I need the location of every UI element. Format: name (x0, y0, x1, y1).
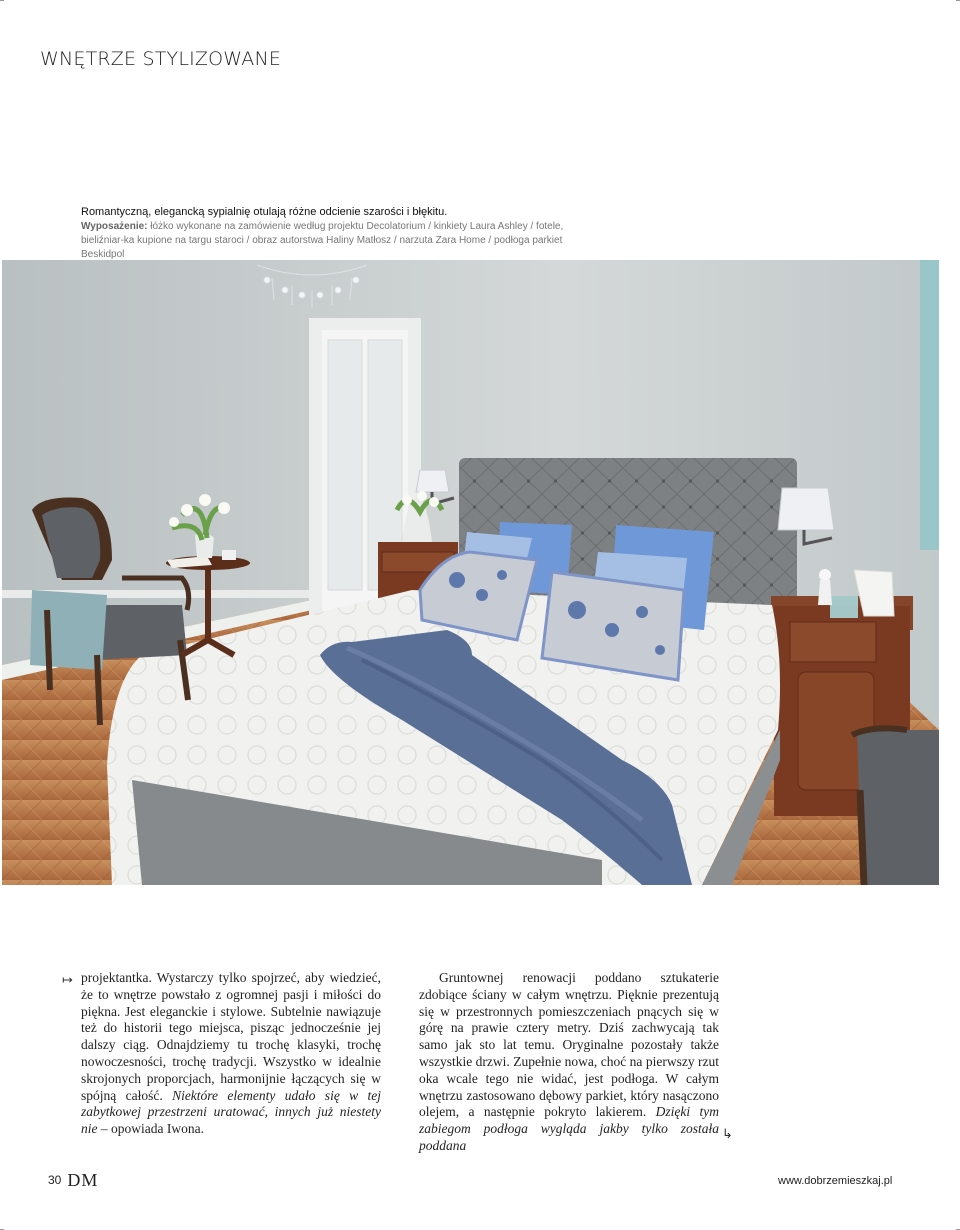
bedroom-photo (2, 260, 939, 885)
section-title: WNĘTRZE STYLIZOWANE (40, 48, 282, 70)
caption-lead: Romantyczną, elegancką sypialnię otulają różne odcienie szarości i błękitu. (81, 206, 448, 218)
article-column-2 (419, 970, 719, 1155)
caption-label: Wyposażenie: (81, 221, 148, 232)
photo-caption (81, 205, 571, 262)
col2-quote: Dzięki tym zabiegom podłoga wygląda jakby tylko została poddana (419, 1104, 719, 1153)
col1-text-2: – opowiada Iwona. (97, 1121, 204, 1137)
page-number: 30 (48, 1173, 62, 1187)
website-link[interactable]: www.dobrzemieszkaj.pl (778, 1175, 893, 1187)
col1-quote: Niektóre elementy udało się w tej zabytkowej przestrzeni uratować, innych już niestety nie (81, 1087, 382, 1137)
col2-text-1: Gruntownej renowacji poddano sztukaterie zdobiące ściany w całym wnętrzu. Pięknie prezentują się w przestronnych pomieszczeniach pnących się w górę na prawie cztery metry. Dziś zachwycają tak samo jak sto lat temu. Oryginalne pozostały także wszystkie drzwi. Zupełnie nowa, choć na pierwszy rzut oka wcale tego nie widać, jest podłoga. W całym wnętrzu zastosowano dębowy parkiet, który nasączono olejem, a następnie pokryto lakierem. (419, 970, 719, 1120)
caption-body: łóżko wykonane na zamówienie według projektu Decolatorium / kinkiety Laura Ashley / fotele, bieliźniar-ka kupione na targu staroci / obraz autorstwa Haliny Matłosz / narzuta Zara Home / podłoga parkiet Beskidpol (81, 221, 564, 260)
article-column-1 (81, 970, 381, 1138)
magazine-logo: DM (67, 1170, 99, 1190)
page-folio (48, 1170, 98, 1191)
col1-text-1: projektantka. Wystarczy tylko spojrzeć, aby wiedzieć, że to wnętrze powstało z ogromnej pasji i miłości do piękna. Jest eleganckie i stylowe. Subtelnie nawiązuje też do historii tego miejsca, pisząc jednocześnie jej dalszy ciąg. Odnajdziemy tu trochę klasyki, trochę nowoczesności, trochę tradycji. Wszystko w idealnie skrojonych proporcjach, harmonijnie łączących się w spójną całość. (81, 970, 381, 1103)
continues-arrow-icon: ↳ (722, 1126, 733, 1141)
continued-arrow-icon: ↦ (62, 972, 73, 987)
